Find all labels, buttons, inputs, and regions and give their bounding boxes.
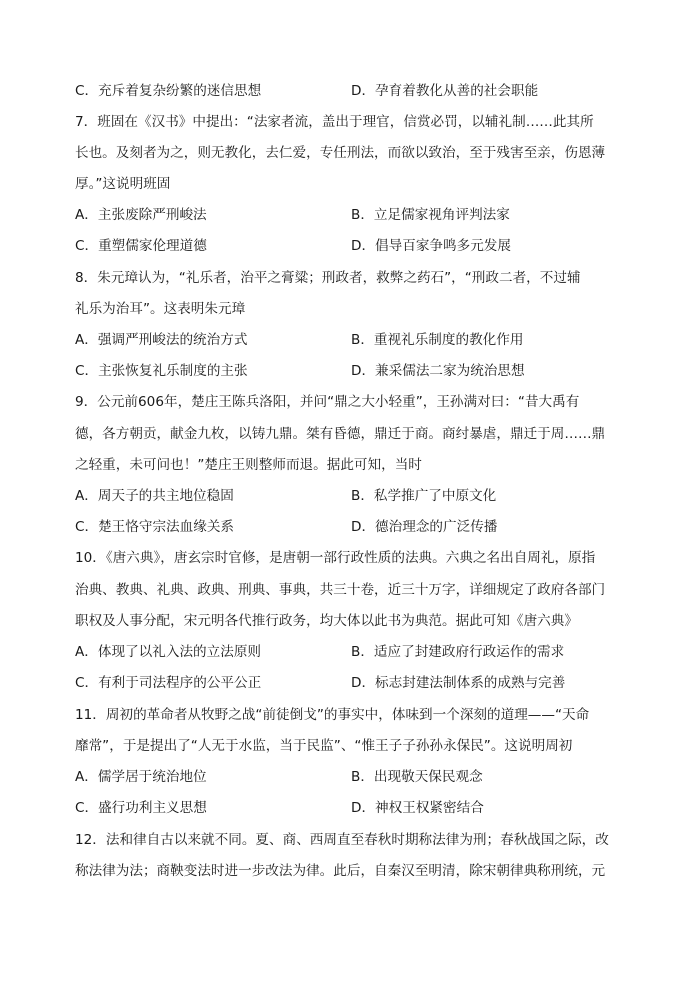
q6-option-d: D．孕育着教化从善的社会职能 — [351, 83, 539, 99]
q8-stem-line-1: 8．朱元璋认为，“礼乐者，治平之膏粱；刑政者，救弊之药石”，“刑政二者，不过辅 — [75, 270, 581, 286]
q9-option-c: C．楚王恪守宗法血缘关系 — [75, 519, 235, 535]
q11-option-d: D．神权王权紧密结合 — [351, 800, 484, 816]
q11-stem-line-2: 靡常”，于是提出了“人无于水监，当于民监”、“惟王子子孙孙永保民”。这说明周初 — [75, 738, 573, 754]
q9-stem-line-2: 德，各方朝贡，献金九枚，以铸九鼎。桀有昏德，鼎迁于商。商纣暴虐，鼎迁于周……鼎 — [75, 426, 606, 442]
q7-stem-line-2: 长也。及刻者为之，则无教化，去仁爱，专任刑法，而欲以致治，至于残害至亲，伤恩薄 — [75, 145, 606, 161]
q10-stem-line-1: 10．《唐六典》，唐玄宗时官修，是唐朝一部行政性质的法典。六典之名出自周礼，原指 — [75, 550, 596, 566]
q8-option-d: D．兼采儒法二家为统治思想 — [351, 363, 525, 379]
q7-option-c: C．重塑儒家伦理道德 — [75, 238, 207, 254]
q10-option-c: C．有利于司法程序的公平公正 — [75, 675, 262, 691]
q11-option-b: B．出现敬天保民观念 — [351, 769, 483, 785]
q7-stem-line-3: 厚。”这说明班固 — [75, 176, 171, 192]
q7-option-b: B．立足儒家视角评判法家 — [351, 207, 510, 223]
q11-stem-line-1: 11．周初的革命者从牧野之战“前徒倒戈”的事实中，体味到一个深刻的道理——“天命 — [75, 707, 590, 723]
q11-option-c: C．盛行功利主义思想 — [75, 800, 207, 816]
q8-option-a: A．强调严刑峻法的统治方式 — [75, 332, 248, 348]
q10-stem-line-2: 治典、教典、礼典、政典、刑典、事典，共三十卷，近三十万字，详细规定了政府各部门 — [75, 582, 606, 598]
q7-option-a: A．主张废除严刑峻法 — [75, 207, 207, 223]
q9-option-a: A．周天子的共主地位稳固 — [75, 488, 234, 504]
q6-option-c: C．充斥着复杂纷繁的迷信思想 — [75, 83, 262, 99]
q12-stem-line-2: 称法律为法；商鞅变法时进一步改法为律。此后，自秦汉至明清，除宋朝律典称刑统，元 — [75, 863, 606, 879]
q9-option-d: D．德治理念的广泛传播 — [351, 519, 498, 535]
q8-option-c: C．主张恢复礼乐制度的主张 — [75, 363, 248, 379]
q10-option-d: D．标志封建法制体系的成熟与完善 — [351, 675, 566, 691]
q9-option-b: B．私学推广了中原文化 — [351, 488, 497, 504]
q7-option-d: D．倡导百家争鸣多元发展 — [351, 238, 511, 254]
q8-stem-line-2: 礼乐为治耳”。这表明朱元璋 — [75, 301, 246, 317]
q7-stem-line-1: 7．班固在《汉书》中提出：“法家者流，盖出于理官，信赏必罚，以辅礼制……此其所 — [75, 114, 594, 130]
q9-stem-line-1: 9．公元前606年，楚庄王陈兵洛阳，并问“鼎之大小轻重”，王孙满对曰：“昔大禹有 — [75, 394, 580, 410]
q8-option-b: B．重视礼乐制度的教化作用 — [351, 332, 524, 348]
q10-option-a: A．体现了以礼入法的立法原则 — [75, 644, 262, 660]
q11-option-a: A．儒学居于统治地位 — [75, 769, 207, 785]
q10-stem-line-3: 职权及人事分配，宋元明各代推行政务，均大体以此书为典范。据此可知《唐六典》 — [75, 613, 578, 629]
q9-stem-line-3: 之轻重，未可问也！”楚庄王则整师而退。据此可知，当时 — [75, 457, 422, 473]
q10-option-b: B．适应了封建政府行政运作的需求 — [351, 644, 565, 660]
q12-stem-line-1: 12．法和律自古以来就不同。夏、商、西周直至春秋时期称法律为刑；春秋战国之际，改 — [75, 832, 609, 848]
